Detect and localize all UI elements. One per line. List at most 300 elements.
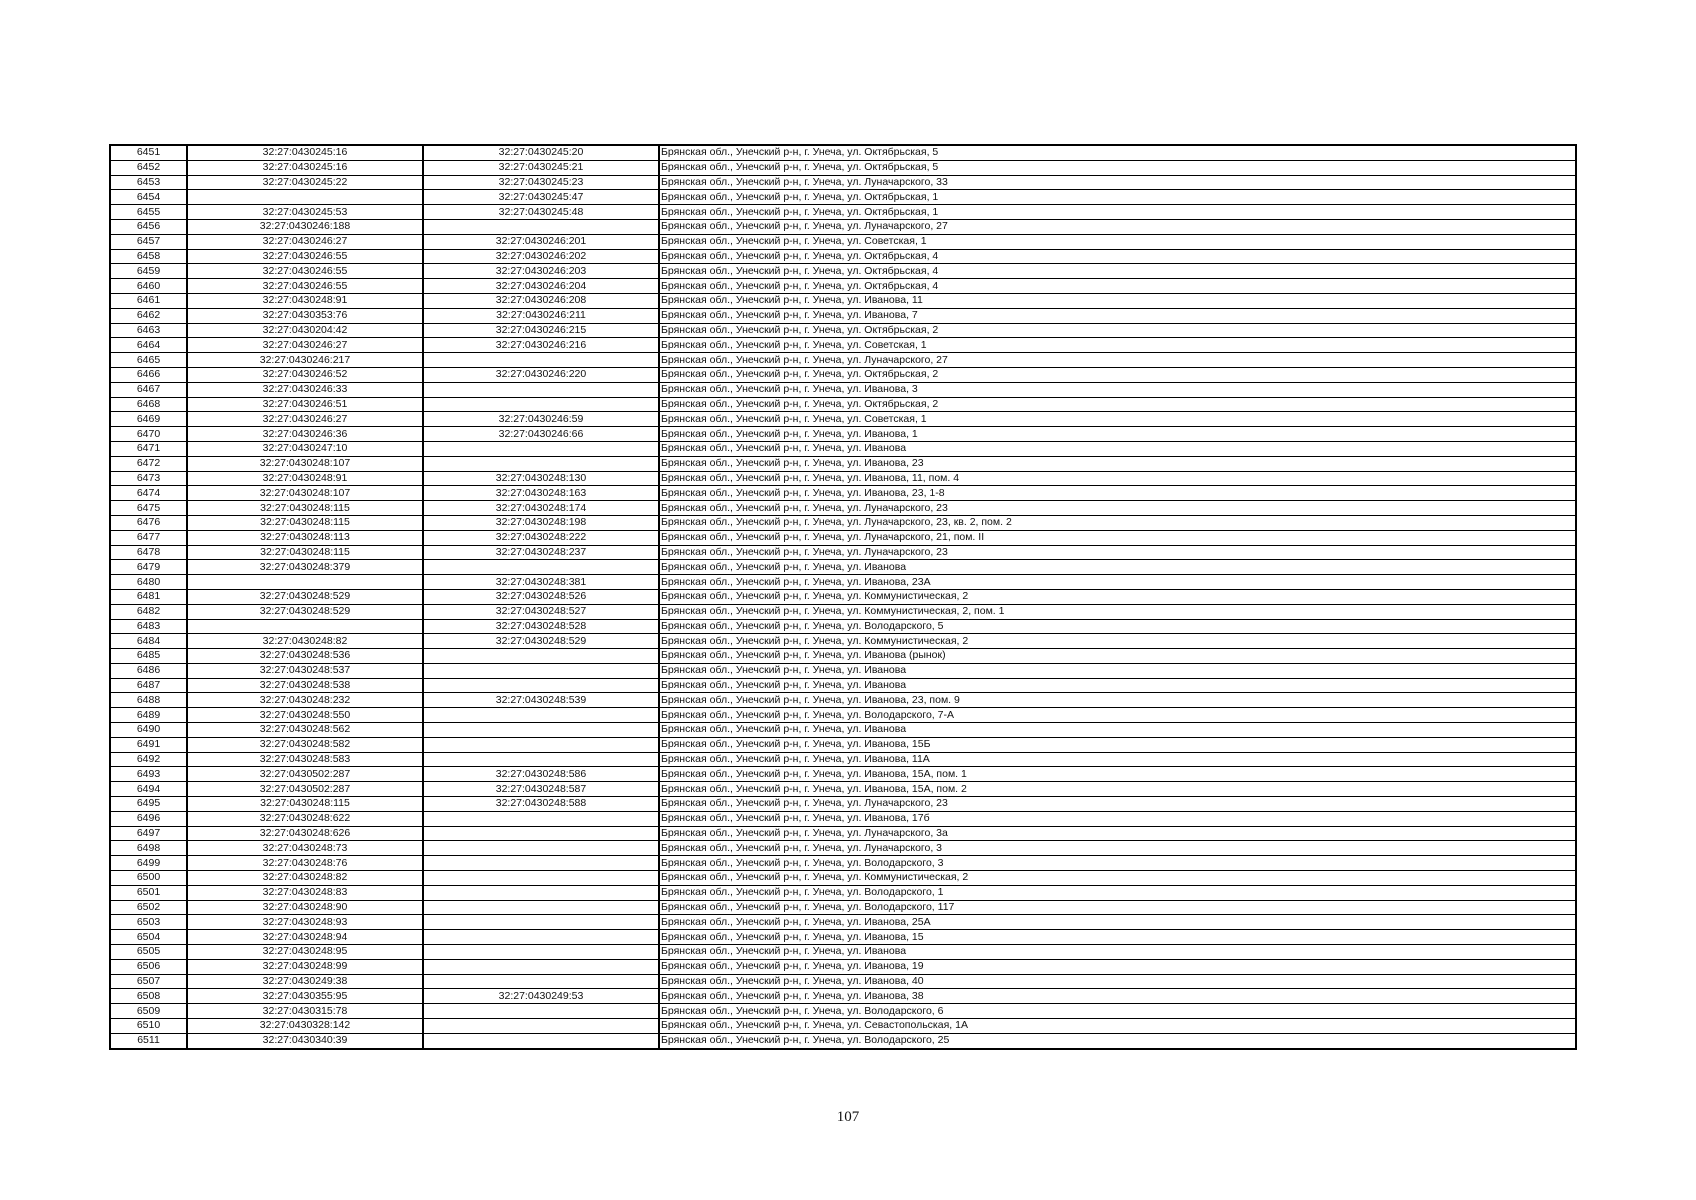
- cadastral-number-cell: 32:27:0430248:583: [187, 752, 423, 767]
- parent-cadastral-number-cell: 32:27:0430248:539: [423, 693, 659, 708]
- parent-cadastral-number-cell: [423, 1019, 659, 1034]
- address-cell: Брянская обл., Унечский р-н, г. Унеча, ул. Октябрьская, 4: [659, 264, 1576, 279]
- parent-cadastral-number-cell: 32:27:0430246:203: [423, 264, 659, 279]
- parent-cadastral-number-cell: [423, 900, 659, 915]
- address-cell: Брянская обл., Унечский р-н, г. Унеча, ул. Иванова (рынок): [659, 649, 1576, 664]
- address-cell: Брянская обл., Унечский р-н, г. Унеча, ул. Иванова, 23, пом. 9: [659, 693, 1576, 708]
- cadastral-number-cell: 32:27:0430248:232: [187, 693, 423, 708]
- cadastral-number-cell: 32:27:0430246:27: [187, 234, 423, 249]
- cadastral-number-cell: 32:27:0430248:94: [187, 930, 423, 945]
- cadastral-number-cell: 32:27:0430246:217: [187, 353, 423, 368]
- row-number-cell: 6488: [110, 693, 187, 708]
- cadastral-number-cell: 32:27:0430248:115: [187, 515, 423, 530]
- row-number-cell: 6509: [110, 1004, 187, 1019]
- table-row: [110, 279, 1576, 294]
- address-cell: Брянская обл., Унечский р-н, г. Унеча, ул. Октябрьская, 4: [659, 249, 1576, 264]
- row-number-cell: 6475: [110, 501, 187, 516]
- row-number-cell: 6454: [110, 190, 187, 205]
- parent-cadastral-number-cell: 32:27:0430245:23: [423, 175, 659, 190]
- address-cell: Брянская обл., Унечский р-н, г. Унеча, ул. Володарского, 6: [659, 1004, 1576, 1019]
- row-number-cell: 6484: [110, 634, 187, 649]
- parent-cadastral-number-cell: [423, 885, 659, 900]
- row-number-cell: 6504: [110, 930, 187, 945]
- row-number-cell: 6460: [110, 279, 187, 294]
- table-row: [110, 752, 1576, 767]
- row-number-cell: 6459: [110, 264, 187, 279]
- address-cell: Брянская обл., Унечский р-н, г. Унеча, ул. Луначарского, 27: [659, 219, 1576, 234]
- cadastral-number-cell: 32:27:0430248:107: [187, 456, 423, 471]
- parent-cadastral-number-cell: [423, 353, 659, 368]
- cadastral-number-cell: 32:27:0430248:82: [187, 871, 423, 886]
- address-cell: Брянская обл., Унечский р-н, г. Унеча, ул. Коммунистическая, 2: [659, 634, 1576, 649]
- parent-cadastral-number-cell: 32:27:0430246:201: [423, 234, 659, 249]
- row-number-cell: 6482: [110, 604, 187, 619]
- cadastral-number-cell: 32:27:0430248:115: [187, 501, 423, 516]
- cadastral-number-cell: 32:27:0430245:16: [187, 160, 423, 175]
- cadastral-number-cell: 32:27:0430246:52: [187, 367, 423, 382]
- parent-cadastral-number-cell: 32:27:0430248:237: [423, 545, 659, 560]
- table-row: [110, 974, 1576, 989]
- cadastral-number-cell: 32:27:0430248:529: [187, 604, 423, 619]
- row-number-cell: 6489: [110, 708, 187, 723]
- table-row: [110, 678, 1576, 693]
- cadastral-number-cell: [187, 619, 423, 634]
- parent-cadastral-number-cell: [423, 663, 659, 678]
- row-number-cell: 6495: [110, 797, 187, 812]
- row-number-cell: 6492: [110, 752, 187, 767]
- parent-cadastral-number-cell: 32:27:0430248:528: [423, 619, 659, 634]
- address-cell: Брянская обл., Унечский р-н, г. Унеча, ул. Иванова, 17б: [659, 811, 1576, 826]
- cadastral-number-cell: 32:27:0430248:115: [187, 545, 423, 560]
- table-row: [110, 560, 1576, 575]
- table-row: [110, 175, 1576, 190]
- parent-cadastral-number-cell: 32:27:0430248:588: [423, 797, 659, 812]
- table-row: [110, 160, 1576, 175]
- address-cell: Брянская обл., Унечский р-н, г. Унеча, ул. Октябрьская, 4: [659, 279, 1576, 294]
- cadastral-number-cell: 32:27:0430248:538: [187, 678, 423, 693]
- address-cell: Брянская обл., Унечский р-н, г. Унеча, ул. Иванова, 11, пом. 4: [659, 471, 1576, 486]
- table-row: [110, 264, 1576, 279]
- row-number-cell: 6487: [110, 678, 187, 693]
- row-number-cell: 6502: [110, 900, 187, 915]
- cadastral-number-cell: 32:27:0430315:78: [187, 1004, 423, 1019]
- table-row: [110, 412, 1576, 427]
- cadastral-number-cell: 32:27:0430248:91: [187, 293, 423, 308]
- address-cell: Брянская обл., Унечский р-н, г. Унеча, ул. Иванова: [659, 723, 1576, 738]
- cadastral-number-cell: 32:27:0430248:99: [187, 959, 423, 974]
- row-number-cell: 6453: [110, 175, 187, 190]
- cadastral-number-cell: 32:27:0430245:53: [187, 205, 423, 220]
- table-row: [110, 1019, 1576, 1034]
- table-row: [110, 486, 1576, 501]
- table-row: [110, 145, 1576, 160]
- cadastral-number-cell: 32:27:0430246:51: [187, 397, 423, 412]
- address-cell: Брянская обл., Унечский р-н, г. Унеча, ул. Луначарского, 21, пом. II: [659, 530, 1576, 545]
- row-number-cell: 6469: [110, 412, 187, 427]
- parent-cadastral-number-cell: [423, 723, 659, 738]
- parent-cadastral-number-cell: 32:27:0430245:20: [423, 145, 659, 160]
- parent-cadastral-number-cell: 32:27:0430249:53: [423, 989, 659, 1004]
- table-row: [110, 427, 1576, 442]
- cadastral-number-cell: 32:27:0430502:287: [187, 782, 423, 797]
- address-cell: Брянская обл., Унечский р-н, г. Унеча, ул. Коммунистическая, 2, пом. 1: [659, 604, 1576, 619]
- cadastral-number-cell: 32:27:0430246:55: [187, 249, 423, 264]
- address-cell: Брянская обл., Унечский р-н, г. Унеча, ул. Иванова: [659, 663, 1576, 678]
- address-cell: Брянская обл., Унечский р-н, г. Унеча, ул. Севастопольская, 1А: [659, 1019, 1576, 1034]
- cadastral-number-cell: [187, 190, 423, 205]
- row-number-cell: 6497: [110, 826, 187, 841]
- address-cell: Брянская обл., Унечский р-н, г. Унеча, ул. Володарского, 5: [659, 619, 1576, 634]
- row-number-cell: 6451: [110, 145, 187, 160]
- address-cell: Брянская обл., Унечский р-н, г. Унеча, ул. Луначарского, 33: [659, 175, 1576, 190]
- row-number-cell: 6499: [110, 856, 187, 871]
- table-row: [110, 945, 1576, 960]
- row-number-cell: 6501: [110, 885, 187, 900]
- address-cell: Брянская обл., Унечский р-н, г. Унеча, ул. Октябрьская, 5: [659, 160, 1576, 175]
- row-number-cell: 6479: [110, 560, 187, 575]
- parent-cadastral-number-cell: [423, 708, 659, 723]
- row-number-cell: 6471: [110, 441, 187, 456]
- row-number-cell: 6500: [110, 871, 187, 886]
- table-row: [110, 397, 1576, 412]
- cadastral-number-cell: 32:27:0430248:107: [187, 486, 423, 501]
- table-row: [110, 693, 1576, 708]
- parent-cadastral-number-cell: 32:27:0430246:215: [423, 323, 659, 338]
- address-cell: Брянская обл., Унечский р-н, г. Унеча, ул. Володарского, 25: [659, 1033, 1576, 1048]
- table-row: [110, 1004, 1576, 1019]
- parent-cadastral-number-cell: [423, 456, 659, 471]
- row-number-cell: 6470: [110, 427, 187, 442]
- cadastral-number-cell: 32:27:0430248:562: [187, 723, 423, 738]
- page-number: 107: [836, 1109, 860, 1125]
- address-cell: Брянская обл., Унечский р-н, г. Унеча, ул. Иванова, 15: [659, 930, 1576, 945]
- table-row: [110, 441, 1576, 456]
- cadastral-number-cell: 32:27:0430204:42: [187, 323, 423, 338]
- table-row: [110, 293, 1576, 308]
- address-cell: Брянская обл., Унечский р-н, г. Унеча, ул. Иванова, 23: [659, 456, 1576, 471]
- address-cell: Брянская обл., Унечский р-н, г. Унеча, ул. Иванова, 7: [659, 308, 1576, 323]
- table-row: [110, 663, 1576, 678]
- parent-cadastral-number-cell: 32:27:0430246:208: [423, 293, 659, 308]
- cadastral-number-cell: 32:27:0430246:27: [187, 338, 423, 353]
- parent-cadastral-number-cell: 32:27:0430248:163: [423, 486, 659, 501]
- table-row: [110, 234, 1576, 249]
- address-cell: Брянская обл., Унечский р-н, г. Унеча, ул. Октябрьская, 1: [659, 205, 1576, 220]
- parent-cadastral-number-cell: [423, 930, 659, 945]
- table-row: [110, 900, 1576, 915]
- table-row: [110, 205, 1576, 220]
- parent-cadastral-number-cell: [423, 752, 659, 767]
- address-cell: Брянская обл., Унечский р-н, г. Унеча, ул. Коммунистическая, 2: [659, 589, 1576, 604]
- row-number-cell: 6511: [110, 1033, 187, 1048]
- cadastral-number-cell: 32:27:0430248:95: [187, 945, 423, 960]
- table-row: [110, 530, 1576, 545]
- row-number-cell: 6481: [110, 589, 187, 604]
- address-cell: Брянская обл., Унечский р-н, г. Унеча, ул. Иванова, 40: [659, 974, 1576, 989]
- address-cell: Брянская обл., Унечский р-н, г. Унеча, ул. Иванова, 1: [659, 427, 1576, 442]
- parent-cadastral-number-cell: [423, 737, 659, 752]
- parent-cadastral-number-cell: 32:27:0430248:198: [423, 515, 659, 530]
- table-row: [110, 501, 1576, 516]
- cadastral-number-cell: 32:27:0430248:622: [187, 811, 423, 826]
- parent-cadastral-number-cell: 32:27:0430248:174: [423, 501, 659, 516]
- table-row: [110, 915, 1576, 930]
- table-row: [110, 826, 1576, 841]
- address-cell: Брянская обл., Унечский р-н, г. Унеча, ул. Октябрьская, 2: [659, 397, 1576, 412]
- cadastral-number-cell: 32:27:0430245:16: [187, 145, 423, 160]
- row-number-cell: 6472: [110, 456, 187, 471]
- cadastral-number-cell: 32:27:0430248:550: [187, 708, 423, 723]
- parent-cadastral-number-cell: 32:27:0430246:211: [423, 308, 659, 323]
- cadastral-number-cell: 32:27:0430248:582: [187, 737, 423, 752]
- table-row: [110, 515, 1576, 530]
- table-row: [110, 723, 1576, 738]
- parent-cadastral-number-cell: 32:27:0430248:130: [423, 471, 659, 486]
- parent-cadastral-number-cell: [423, 959, 659, 974]
- row-number-cell: 6506: [110, 959, 187, 974]
- parent-cadastral-number-cell: [423, 915, 659, 930]
- table-row: [110, 708, 1576, 723]
- row-number-cell: 6496: [110, 811, 187, 826]
- table-row: [110, 249, 1576, 264]
- parent-cadastral-number-cell: 32:27:0430245:21: [423, 160, 659, 175]
- address-cell: Брянская обл., Унечский р-н, г. Унеча, ул. Октябрьская, 5: [659, 145, 1576, 160]
- table-row: [110, 885, 1576, 900]
- table-row: [110, 575, 1576, 590]
- address-cell: Брянская обл., Унечский р-н, г. Унеча, ул. Иванова, 38: [659, 989, 1576, 1004]
- cadastral-number-cell: 32:27:0430246:36: [187, 427, 423, 442]
- registry-table: [109, 144, 1577, 1050]
- table-row: [110, 323, 1576, 338]
- cadastral-number-cell: 32:27:0430248:379: [187, 560, 423, 575]
- parent-cadastral-number-cell: 32:27:0430248:587: [423, 782, 659, 797]
- parent-cadastral-number-cell: [423, 649, 659, 664]
- table-row: [110, 456, 1576, 471]
- cadastral-number-cell: [187, 575, 423, 590]
- parent-cadastral-number-cell: 32:27:0430246:216: [423, 338, 659, 353]
- address-cell: Брянская обл., Унечский р-н, г. Унеча, ул. Иванова, 23, 1-8: [659, 486, 1576, 501]
- cadastral-number-cell: 32:27:0430355:95: [187, 989, 423, 1004]
- row-number-cell: 6477: [110, 530, 187, 545]
- table-row: [110, 1033, 1576, 1048]
- parent-cadastral-number-cell: [423, 1033, 659, 1048]
- cadastral-number-cell: 32:27:0430248:82: [187, 634, 423, 649]
- parent-cadastral-number-cell: 32:27:0430245:47: [423, 190, 659, 205]
- cadastral-number-cell: 32:27:0430248:90: [187, 900, 423, 915]
- row-number-cell: 6458: [110, 249, 187, 264]
- address-cell: Брянская обл., Унечский р-н, г. Унеча, ул. Советская, 1: [659, 338, 1576, 353]
- address-cell: Брянская обл., Унечский р-н, г. Унеча, ул. Иванова, 15А, пом. 1: [659, 767, 1576, 782]
- table-row: [110, 737, 1576, 752]
- cadastral-number-cell: 32:27:0430246:188: [187, 219, 423, 234]
- address-cell: Брянская обл., Унечский р-н, г. Унеча, ул. Октябрьская, 2: [659, 323, 1576, 338]
- address-cell: Брянская обл., Унечский р-н, г. Унеча, ул. Иванова, 11: [659, 293, 1576, 308]
- cadastral-number-cell: 32:27:0430248:537: [187, 663, 423, 678]
- table-row: [110, 353, 1576, 368]
- parent-cadastral-number-cell: 32:27:0430246:204: [423, 279, 659, 294]
- cadastral-number-cell: 32:27:0430248:91: [187, 471, 423, 486]
- row-number-cell: 6466: [110, 367, 187, 382]
- row-number-cell: 6491: [110, 737, 187, 752]
- parent-cadastral-number-cell: 32:27:0430248:381: [423, 575, 659, 590]
- parent-cadastral-number-cell: [423, 826, 659, 841]
- address-cell: Брянская обл., Унечский р-н, г. Унеча, ул. Луначарского, 23: [659, 545, 1576, 560]
- row-number-cell: 6476: [110, 515, 187, 530]
- address-cell: Брянская обл., Унечский р-н, г. Унеча, ул. Луначарского, 23: [659, 797, 1576, 812]
- row-number-cell: 6485: [110, 649, 187, 664]
- address-cell: Брянская обл., Унечский р-н, г. Унеча, ул. Володарского, 117: [659, 900, 1576, 915]
- parent-cadastral-number-cell: 32:27:0430245:48: [423, 205, 659, 220]
- cadastral-number-cell: 32:27:0430248:73: [187, 841, 423, 856]
- address-cell: Брянская обл., Унечский р-н, г. Унеча, ул. Коммунистическая, 2: [659, 871, 1576, 886]
- cadastral-number-cell: 32:27:0430340:39: [187, 1033, 423, 1048]
- parent-cadastral-number-cell: [423, 560, 659, 575]
- row-number-cell: 6463: [110, 323, 187, 338]
- row-number-cell: 6507: [110, 974, 187, 989]
- row-number-cell: 6503: [110, 915, 187, 930]
- cadastral-number-cell: 32:27:0430248:93: [187, 915, 423, 930]
- row-number-cell: 6462: [110, 308, 187, 323]
- address-cell: Брянская обл., Унечский р-н, г. Унеча, ул. Иванова, 25А: [659, 915, 1576, 930]
- address-cell: Брянская обл., Унечский р-н, г. Унеча, ул. Октябрьская, 2: [659, 367, 1576, 382]
- table-row: [110, 649, 1576, 664]
- address-cell: Брянская обл., Унечский р-н, г. Унеча, ул. Луначарского, 23, кв. 2, пом. 2: [659, 515, 1576, 530]
- cadastral-number-cell: 32:27:0430353:76: [187, 308, 423, 323]
- row-number-cell: 6473: [110, 471, 187, 486]
- parent-cadastral-number-cell: [423, 678, 659, 693]
- cadastral-number-cell: 32:27:0430246:55: [187, 279, 423, 294]
- table-row: [110, 767, 1576, 782]
- address-cell: Брянская обл., Унечский р-н, г. Унеча, ул. Луначарского, 3: [659, 841, 1576, 856]
- parent-cadastral-number-cell: [423, 397, 659, 412]
- table-row: [110, 634, 1576, 649]
- table-row: [110, 338, 1576, 353]
- parent-cadastral-number-cell: [423, 871, 659, 886]
- table-row: [110, 545, 1576, 560]
- parent-cadastral-number-cell: 32:27:0430246:66: [423, 427, 659, 442]
- table-row: [110, 989, 1576, 1004]
- table-row: [110, 367, 1576, 382]
- cadastral-number-cell: 32:27:0430248:113: [187, 530, 423, 545]
- address-cell: Брянская обл., Унечский р-н, г. Унеча, ул. Советская, 1: [659, 412, 1576, 427]
- cadastral-number-cell: 32:27:0430249:38: [187, 974, 423, 989]
- address-cell: Брянская обл., Унечский р-н, г. Унеча, ул. Иванова, 23А: [659, 575, 1576, 590]
- cadastral-number-cell: 32:27:0430248:76: [187, 856, 423, 871]
- parent-cadastral-number-cell: 32:27:0430248:529: [423, 634, 659, 649]
- row-number-cell: 6468: [110, 397, 187, 412]
- address-cell: Брянская обл., Унечский р-н, г. Унеча, ул. Иванова, 15Б: [659, 737, 1576, 752]
- row-number-cell: 6510: [110, 1019, 187, 1034]
- table-row: [110, 797, 1576, 812]
- cadastral-number-cell: 32:27:0430248:626: [187, 826, 423, 841]
- table-row: [110, 811, 1576, 826]
- row-number-cell: 6493: [110, 767, 187, 782]
- row-number-cell: 6498: [110, 841, 187, 856]
- address-cell: Брянская обл., Унечский р-н, г. Унеча, ул. Октябрьская, 1: [659, 190, 1576, 205]
- row-number-cell: 6474: [110, 486, 187, 501]
- cadastral-number-cell: 32:27:0430248:529: [187, 589, 423, 604]
- cadastral-number-cell: 32:27:0430248:83: [187, 885, 423, 900]
- table-row: [110, 841, 1576, 856]
- address-cell: Брянская обл., Унечский р-н, г. Унеча, ул. Луначарского, 23: [659, 501, 1576, 516]
- parent-cadastral-number-cell: [423, 841, 659, 856]
- parent-cadastral-number-cell: 32:27:0430248:222: [423, 530, 659, 545]
- table-row: [110, 589, 1576, 604]
- parent-cadastral-number-cell: 32:27:0430246:59: [423, 412, 659, 427]
- cadastral-number-cell: 32:27:0430246:27: [187, 412, 423, 427]
- parent-cadastral-number-cell: [423, 441, 659, 456]
- row-number-cell: 6505: [110, 945, 187, 960]
- table-row: [110, 871, 1576, 886]
- address-cell: Брянская обл., Унечский р-н, г. Унеча, ул. Иванова: [659, 441, 1576, 456]
- address-cell: Брянская обл., Унечский р-н, г. Унеча, ул. Луначарского, 3а: [659, 826, 1576, 841]
- row-number-cell: 6486: [110, 663, 187, 678]
- row-number-cell: 6494: [110, 782, 187, 797]
- row-number-cell: 6457: [110, 234, 187, 249]
- cadastral-number-cell: 32:27:0430502:287: [187, 767, 423, 782]
- parent-cadastral-number-cell: [423, 1004, 659, 1019]
- parent-cadastral-number-cell: [423, 219, 659, 234]
- address-cell: Брянская обл., Унечский р-н, г. Унеча, ул. Советская, 1: [659, 234, 1576, 249]
- address-cell: Брянская обл., Унечский р-н, г. Унеча, ул. Иванова, 15А, пом. 2: [659, 782, 1576, 797]
- table-row: [110, 308, 1576, 323]
- row-number-cell: 6483: [110, 619, 187, 634]
- table-row: [110, 382, 1576, 397]
- table-row: [110, 930, 1576, 945]
- cadastral-number-cell: 32:27:0430328:142: [187, 1019, 423, 1034]
- cadastral-number-cell: 32:27:0430248:536: [187, 649, 423, 664]
- registry-table-body: [110, 145, 1576, 1049]
- parent-cadastral-number-cell: [423, 811, 659, 826]
- parent-cadastral-number-cell: [423, 382, 659, 397]
- row-number-cell: 6490: [110, 723, 187, 738]
- table-row: [110, 604, 1576, 619]
- row-number-cell: 6452: [110, 160, 187, 175]
- row-number-cell: 6508: [110, 989, 187, 1004]
- cadastral-number-cell: 32:27:0430246:55: [187, 264, 423, 279]
- table-row: [110, 471, 1576, 486]
- parent-cadastral-number-cell: 32:27:0430246:202: [423, 249, 659, 264]
- row-number-cell: 6465: [110, 353, 187, 368]
- row-number-cell: 6478: [110, 545, 187, 560]
- address-cell: Брянская обл., Унечский р-н, г. Унеча, ул. Володарского, 3: [659, 856, 1576, 871]
- address-cell: Брянская обл., Унечский р-н, г. Унеча, ул. Луначарского, 27: [659, 353, 1576, 368]
- row-number-cell: 6455: [110, 205, 187, 220]
- row-number-cell: 6456: [110, 219, 187, 234]
- address-cell: Брянская обл., Унечский р-н, г. Унеча, ул. Иванова, 19: [659, 959, 1576, 974]
- table-row: [110, 619, 1576, 634]
- parent-cadastral-number-cell: [423, 856, 659, 871]
- cadastral-number-cell: 32:27:0430246:33: [187, 382, 423, 397]
- address-cell: Брянская обл., Унечский р-н, г. Унеча, ул. Иванова, 11А: [659, 752, 1576, 767]
- table-row: [110, 190, 1576, 205]
- address-cell: Брянская обл., Унечский р-н, г. Унеча, ул. Володарского, 7-А: [659, 708, 1576, 723]
- address-cell: Брянская обл., Унечский р-н, г. Унеча, ул. Иванова, 3: [659, 382, 1576, 397]
- table-row: [110, 959, 1576, 974]
- parent-cadastral-number-cell: [423, 945, 659, 960]
- parent-cadastral-number-cell: 32:27:0430246:220: [423, 367, 659, 382]
- row-number-cell: 6467: [110, 382, 187, 397]
- row-number-cell: 6480: [110, 575, 187, 590]
- table-row: [110, 782, 1576, 797]
- parent-cadastral-number-cell: 32:27:0430248:586: [423, 767, 659, 782]
- address-cell: Брянская обл., Унечский р-н, г. Унеча, ул. Иванова: [659, 678, 1576, 693]
- cadastral-number-cell: 32:27:0430247:10: [187, 441, 423, 456]
- table-row: [110, 856, 1576, 871]
- parent-cadastral-number-cell: [423, 974, 659, 989]
- row-number-cell: 6461: [110, 293, 187, 308]
- address-cell: Брянская обл., Унечский р-н, г. Унеча, ул. Иванова: [659, 945, 1576, 960]
